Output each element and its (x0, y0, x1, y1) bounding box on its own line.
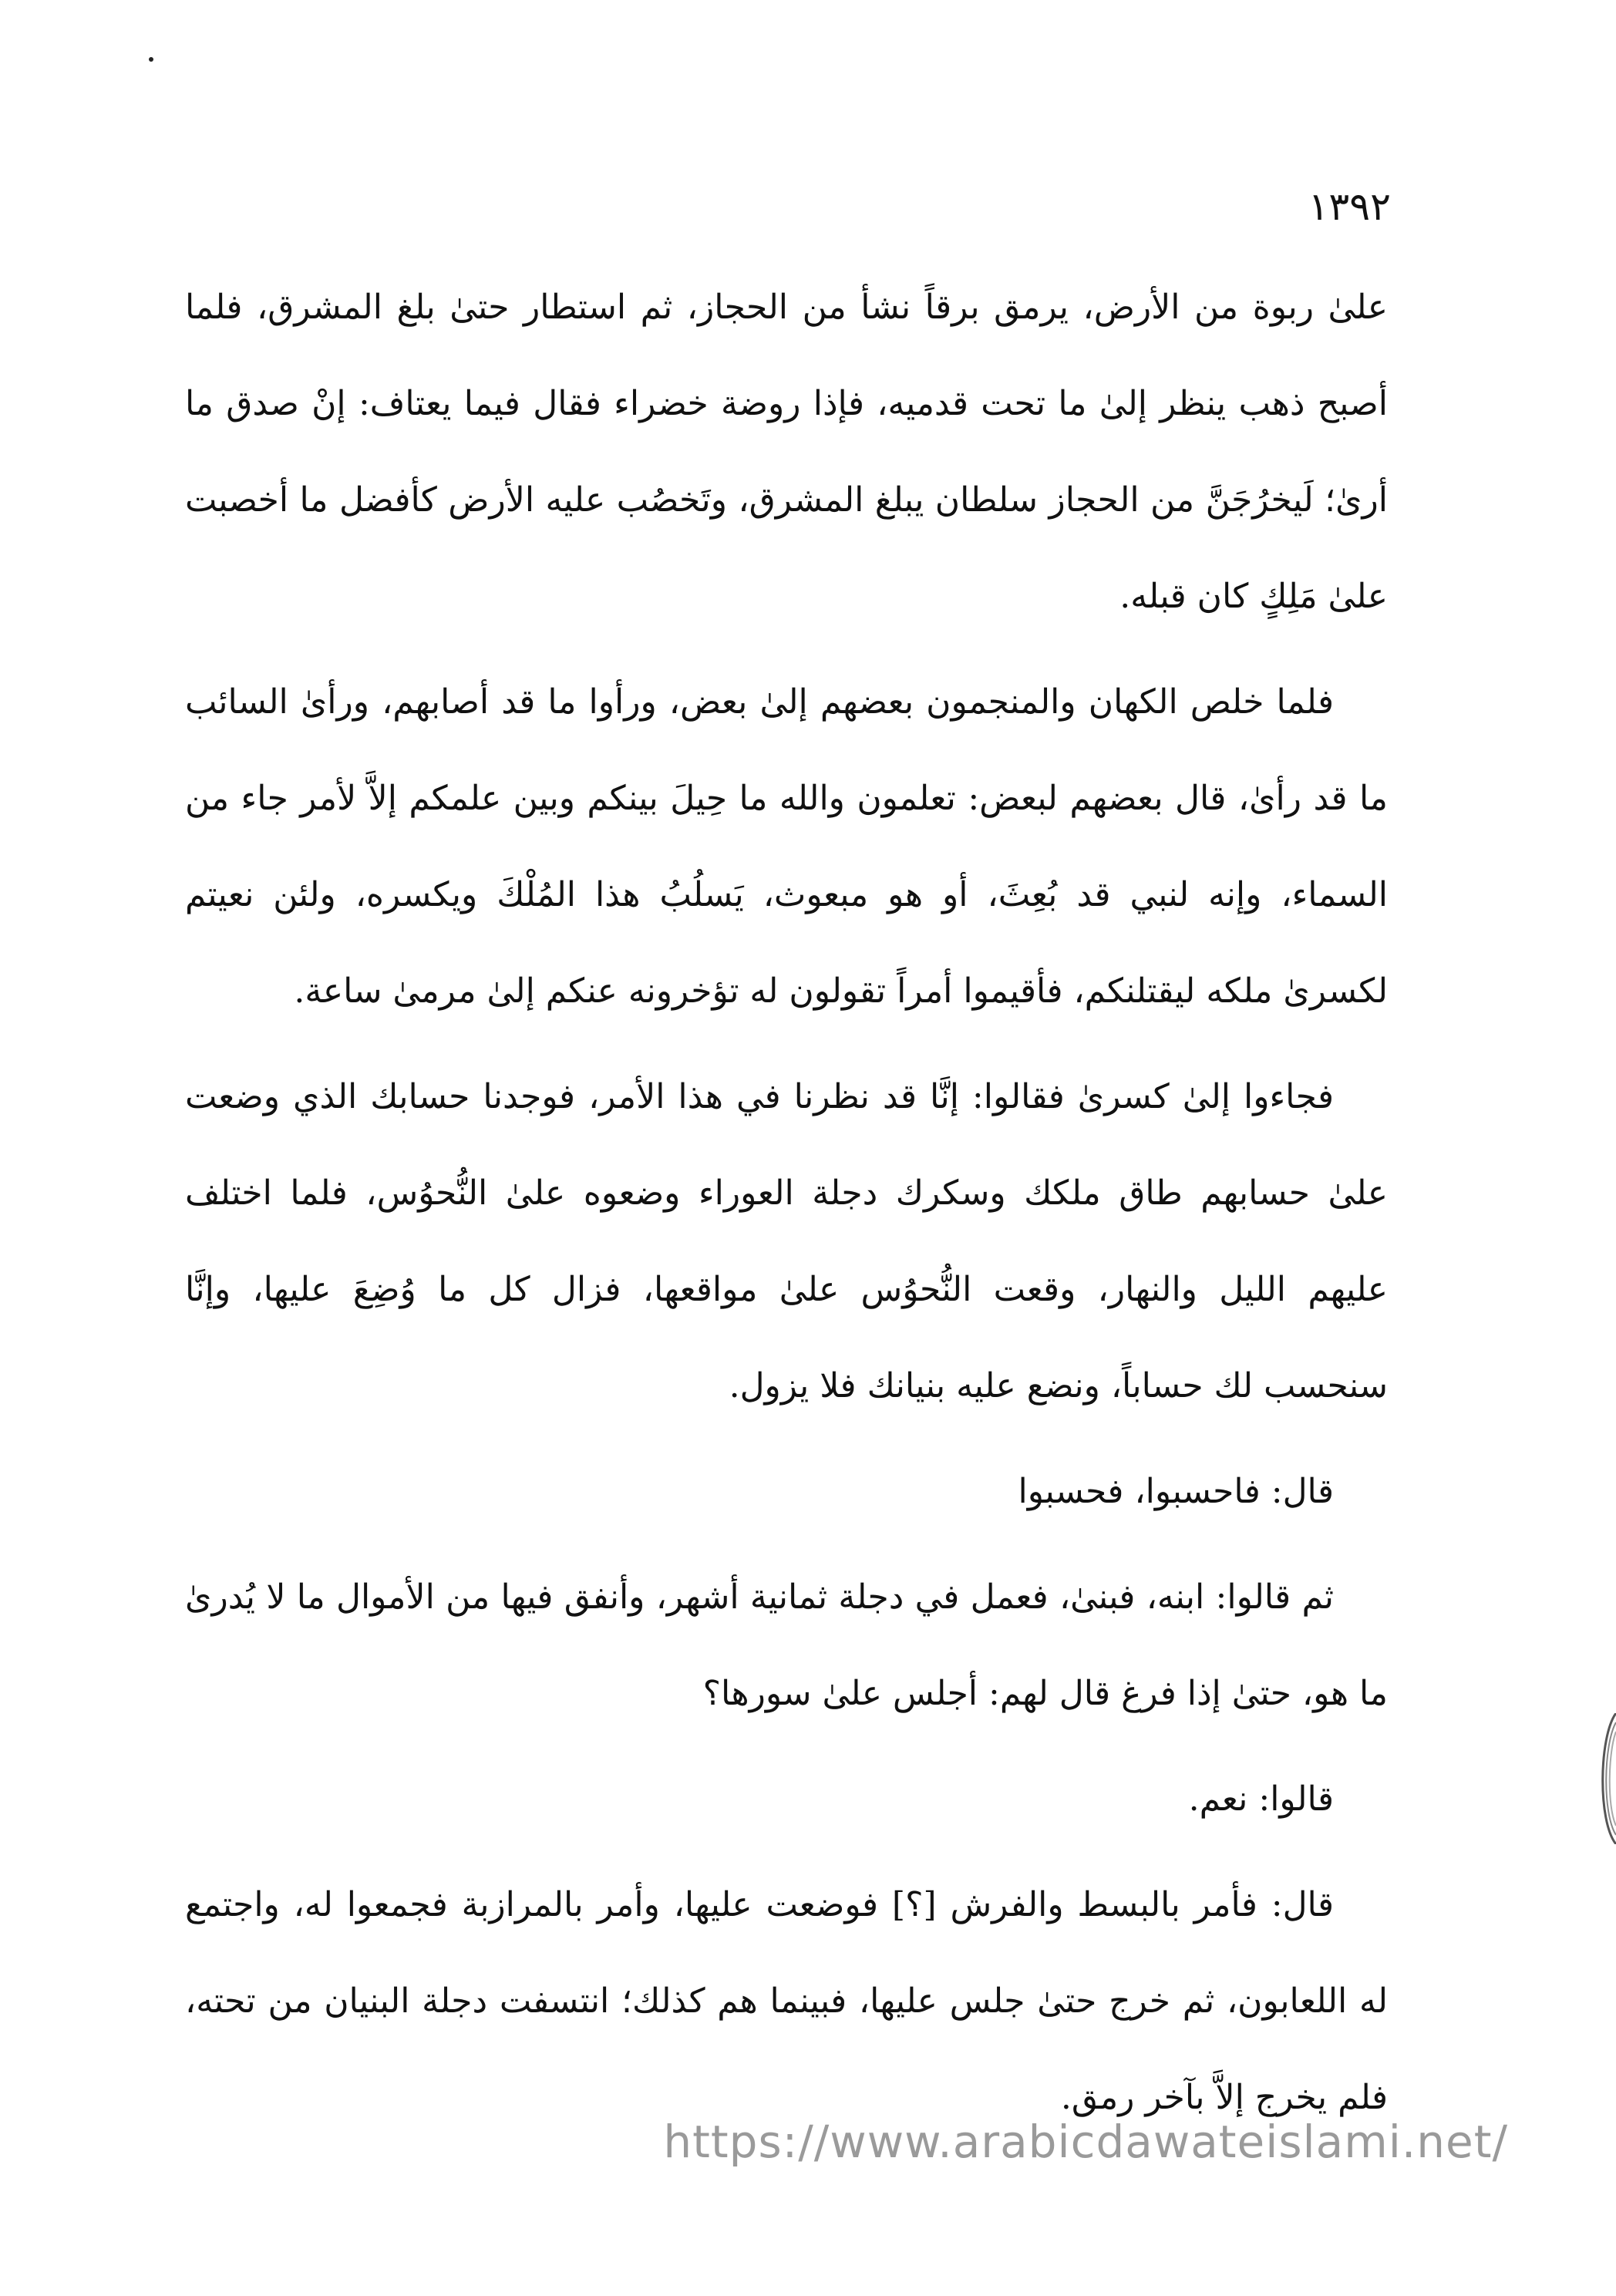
page-number: ١٣٩٢ (1308, 184, 1391, 229)
paragraph-6: قالوا: نعم. (1188, 1779, 1334, 1819)
paragraph-4: قال: فاحسبوا، فحسبوا (1018, 1472, 1334, 1511)
paragraph-3: فجاءوا إلىٰ كسرىٰ فقالوا: إنَّا قد نظرنا في هذا الأمر، فوجدنا حسابك الذي وضعت علىٰ حسابهم طاق ملكك وسكرك دجلة العوراء وضعوه علىٰ النُّحوُس، فلما اختلف عليهم الليل والنهار، وقعت النُّحوُس علىٰ مواقعها، فزال كل ما وُضِعَ عليها، وإنَّا سنحسب لك حساباً، ونضع عليه بنيانك فلا يزول. (185, 1077, 1388, 1406)
paragraph-7: قال: فأمر بالبسط والفرش [؟] فوضعت عليها، وأمر بالمرازبة فجمعوا له، واجتمع له اللعابون، ثم خرج حتىٰ جلس عليها، فبينما هم كذلك؛ انتسفت دجلة البنيان من تحته، فلم يخرج إلاَّ بآخر رمق. (185, 1885, 1388, 2117)
watermark-url: https://www.arabicdawateislami.net/ (663, 2116, 1508, 2168)
scan-speck (149, 57, 153, 62)
paragraph-5: ثم قالوا: ابنه، فبنىٰ، فعمل في دجلة ثمانية أشهر، وأنفق فيها من الأموال ما لا يُدرىٰ ما هو، حتىٰ إذا فرغ قال لهم: أجلس علىٰ سورها؟ (185, 1577, 1388, 1713)
page-binding-edge (1594, 1713, 1616, 1844)
paragraph-1: علىٰ ربوة من الأرض، يرمق برقاً نشأ من الحجاز، ثم استطار حتىٰ بلغ المشرق، فلما أصبح ذهب ينظر إلىٰ ما تحت قدميه، فإذا روضة خضراء فقال فيما يعتاف: إنْ صدق ما أرىٰ؛ لَيخرُجَنَّ من الحجاز سلطان يبلغ المشرق، وتَخصُب عليه الأرض كأفضل ما أخصبت علىٰ مَلِكٍ كان قبله. (185, 288, 1388, 616)
body-text (185, 259, 1388, 2146)
paragraph-2: فلما خلص الكهان والمنجمون بعضهم إلىٰ بعض، ورأوا ما قد أصابهم، ورأىٰ السائب ما قد رأىٰ، قال بعضهم لبعض: تعلمون والله ما حِيلَ بينكم وبين علمكم إلاَّ لأمر جاء من السماء، وإنه لنبي قد بُعِثَ، أو هو مبعوث، يَسلُبُ هذا المُلْكَ ويكسره، ولئن نعيتم لكسرىٰ ملكه ليقتلنكم، فأقيموا أمراً تقولون له تؤخرونه عنكم إلىٰ مرمىٰ ساعة. (185, 682, 1388, 1011)
